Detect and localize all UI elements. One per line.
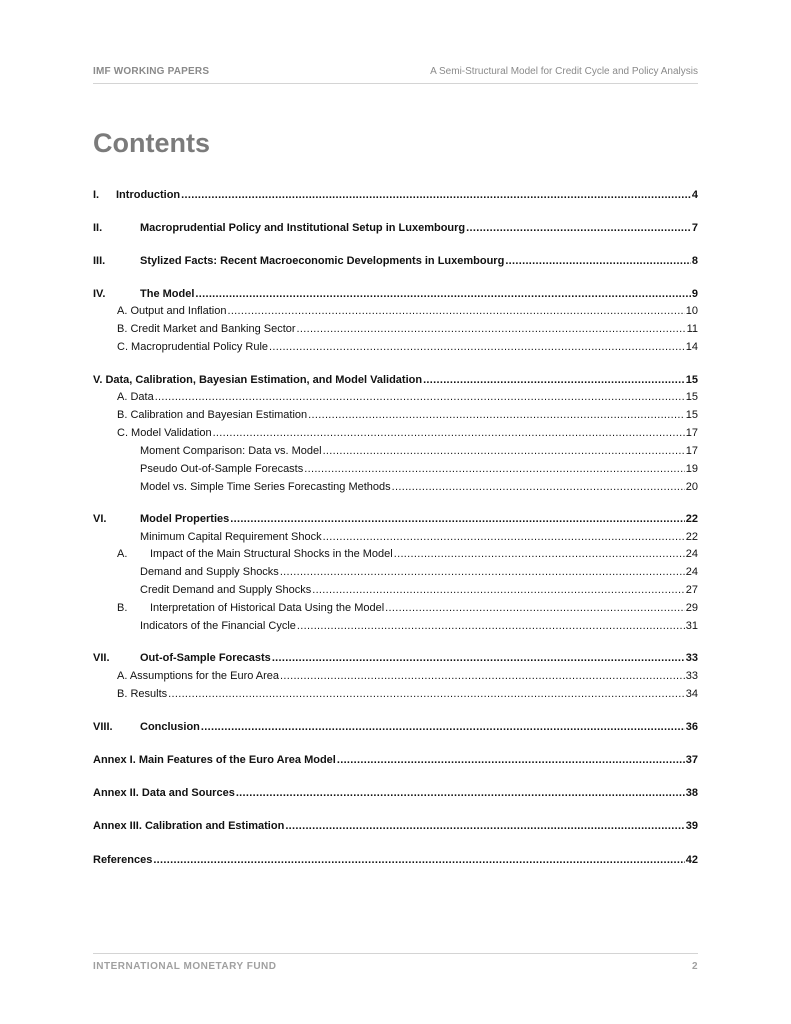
toc-number: A. — [117, 548, 128, 560]
toc-label: A. Output and Inflation — [117, 305, 227, 317]
toc-label: Impact of the Main Structural Shocks in the Model — [150, 548, 393, 560]
toc-entry-structural-shocks[interactable] — [117, 546, 698, 562]
toc-label: Indicators of the Financial Cycle — [140, 620, 296, 632]
toc-page-number: 4 — [691, 189, 698, 201]
toc-entry-the-model[interactable] — [93, 286, 698, 302]
toc-label: Moment Comparison: Data vs. Model — [140, 445, 322, 457]
toc-label: Out-of-Sample Forecasts — [140, 652, 271, 664]
toc-number: I. — [93, 189, 100, 201]
toc-leader — [297, 618, 685, 634]
toc-label: A. Data — [117, 391, 154, 403]
toc-label: B. Calibration and Bayesian Estimation — [117, 409, 308, 421]
toc-entry-introduction[interactable] — [93, 187, 698, 203]
toc-leader — [385, 600, 685, 616]
toc-page-number: 15 — [685, 374, 698, 386]
toc-leader — [227, 303, 684, 319]
toc-label: Credit Demand and Supply Shocks — [140, 584, 312, 596]
toc-label: Conclusion — [140, 721, 200, 733]
toc-leader — [323, 529, 685, 545]
toc-number: IV. — [93, 288, 106, 300]
toc-page-number: 22 — [685, 513, 698, 525]
toc-leader — [153, 852, 684, 868]
paper-title: A Semi-Structural Model for Credit Cycle and Policy Analysis — [430, 66, 698, 77]
toc-entry-annex-2[interactable] — [93, 785, 698, 801]
toc-leader — [312, 582, 685, 598]
toc-label: A. Assumptions for the Euro Area — [117, 670, 280, 682]
series-name: IMF WORKING PAPERS — [93, 66, 210, 77]
toc-page-number: 24 — [685, 548, 698, 560]
toc-entry-output-and-inflation[interactable] — [117, 303, 698, 319]
toc-page-number: 8 — [691, 255, 698, 267]
toc-number: VIII. — [93, 721, 113, 733]
toc-label: Interpretation of Historical Data Using the Model — [150, 602, 385, 614]
toc-label: References — [93, 854, 153, 866]
toc-label: Demand and Supply Shocks — [140, 566, 279, 578]
toc-leader — [155, 389, 685, 405]
toc-number: II. — [93, 222, 103, 234]
toc-label: Pseudo Out-of-Sample Forecasts — [140, 463, 304, 475]
toc-entry-references[interactable] — [93, 852, 698, 868]
toc-page-number: 24 — [685, 566, 698, 578]
toc-page-number: 36 — [685, 721, 698, 733]
toc-entry-results[interactable] — [117, 686, 698, 702]
toc-label: Macroprudential Policy and Institutional Setup in Luxembourg — [140, 222, 466, 234]
toc-entry-model-properties[interactable] — [93, 511, 698, 527]
toc-entry-model-vs-time-series[interactable] — [140, 479, 698, 495]
toc-number: VI. — [93, 513, 107, 525]
toc-leader — [308, 407, 685, 423]
toc-page-number: 9 — [691, 288, 698, 300]
toc-page-number: 31 — [685, 620, 698, 632]
toc-leader — [392, 479, 685, 495]
toc-entry-calibration-bayesian[interactable] — [117, 407, 698, 423]
toc-page-number: 15 — [685, 391, 698, 403]
toc-entry-euro-area-assumptions[interactable] — [117, 668, 698, 684]
toc-page-number: 37 — [685, 754, 698, 766]
toc-entry-demand-supply-shocks[interactable] — [140, 564, 698, 580]
toc-leader — [505, 253, 691, 269]
toc-label: V. Data, Calibration, Bayesian Estimation, and Model Validation — [93, 374, 423, 386]
toc-entry-data[interactable] — [117, 389, 698, 405]
toc-page-number: 11 — [686, 323, 698, 335]
toc-leader — [168, 686, 685, 702]
toc-leader — [323, 443, 685, 459]
toc-page-number: 27 — [685, 584, 698, 596]
toc-leader — [280, 564, 685, 580]
toc-page-number: 17 — [685, 427, 698, 439]
toc-page-number: 14 — [685, 341, 698, 353]
toc-leader — [181, 187, 691, 203]
toc-leader — [304, 461, 685, 477]
toc-leader — [269, 339, 685, 355]
toc-leader — [297, 321, 686, 337]
footer-organization: INTERNATIONAL MONETARY FUND — [93, 961, 277, 972]
toc-label: Annex II. Data and Sources — [93, 787, 235, 799]
toc-page-number: 22 — [685, 531, 698, 543]
toc-label: Stylized Facts: Recent Macroeconomic Developments in Luxembourg — [140, 255, 505, 267]
toc-entry-out-of-sample[interactable] — [93, 650, 698, 666]
toc-page-number: 39 — [685, 820, 698, 832]
toc-page-number: 10 — [685, 305, 698, 317]
toc-entry-data-calibration[interactable] — [93, 372, 698, 388]
toc-entry-macroprudential-policy-rule[interactable] — [117, 339, 698, 355]
toc-leader — [337, 752, 685, 768]
toc-entry-credit-shocks[interactable] — [140, 582, 698, 598]
toc-number: VII. — [93, 652, 110, 664]
toc-leader — [466, 220, 691, 236]
toc-entry-stylized-facts[interactable] — [93, 253, 698, 269]
toc-page-number: 7 — [691, 222, 698, 234]
toc-entry-financial-cycle[interactable] — [140, 618, 698, 634]
toc-entry-credit-market[interactable] — [117, 321, 698, 337]
toc-label: The Model — [140, 288, 195, 300]
toc-leader — [195, 286, 690, 302]
toc-entry-moment-comparison[interactable] — [140, 443, 698, 459]
toc-number: III. — [93, 255, 106, 267]
toc-label: C. Model Validation — [117, 427, 212, 439]
toc-page-number: 33 — [685, 670, 698, 682]
toc-page-number: 15 — [685, 409, 698, 421]
page-title: Contents — [93, 128, 210, 158]
toc-page-number: 42 — [685, 854, 698, 866]
toc-leader — [272, 650, 685, 666]
toc-entry-pseudo-forecasts[interactable] — [140, 461, 698, 477]
toc-entry-macroprudential-policy[interactable] — [93, 220, 698, 236]
toc-entry-annex-1[interactable] — [93, 752, 698, 768]
toc-leader — [423, 372, 685, 388]
toc-label: C. Macroprudential Policy Rule — [117, 341, 269, 353]
toc-label: Annex I. Main Features of the Euro Area Model — [93, 754, 336, 766]
toc-entry-minimum-capital[interactable] — [140, 529, 698, 545]
toc-entry-annex-3[interactable] — [93, 818, 698, 834]
toc-number: B. — [117, 602, 128, 614]
toc-leader — [285, 818, 684, 834]
toc-leader — [201, 719, 685, 735]
toc-leader — [230, 511, 685, 527]
toc-label: Model Properties — [140, 513, 230, 525]
toc-leader — [213, 425, 685, 441]
toc-page-number: 34 — [685, 688, 698, 700]
toc-label: B. Results — [117, 688, 168, 700]
toc-label: Model vs. Simple Time Series Forecasting Methods — [140, 481, 391, 493]
toc-entry-conclusion[interactable] — [93, 719, 698, 735]
toc-page-number: 38 — [685, 787, 698, 799]
footer-page-number: 2 — [691, 961, 698, 972]
toc-label: B. Credit Market and Banking Sector — [117, 323, 296, 335]
toc-entry-model-validation[interactable] — [117, 425, 698, 441]
toc-leader — [280, 668, 685, 684]
toc-label: Annex III. Calibration and Estimation — [93, 820, 285, 832]
toc-label: Minimum Capital Requirement Shock — [140, 531, 322, 543]
toc-page-number: 19 — [685, 463, 698, 475]
toc-label: Introduction — [116, 189, 181, 201]
page-footer — [93, 953, 698, 972]
running-header — [93, 66, 698, 84]
toc-page-number: 33 — [685, 652, 698, 664]
toc-entry-historical-data[interactable] — [117, 600, 698, 616]
toc-leader — [394, 546, 685, 562]
toc-page-number: 29 — [685, 602, 698, 614]
toc-page-number: 17 — [685, 445, 698, 457]
toc-leader — [236, 785, 685, 801]
toc-page-number: 20 — [685, 481, 698, 493]
